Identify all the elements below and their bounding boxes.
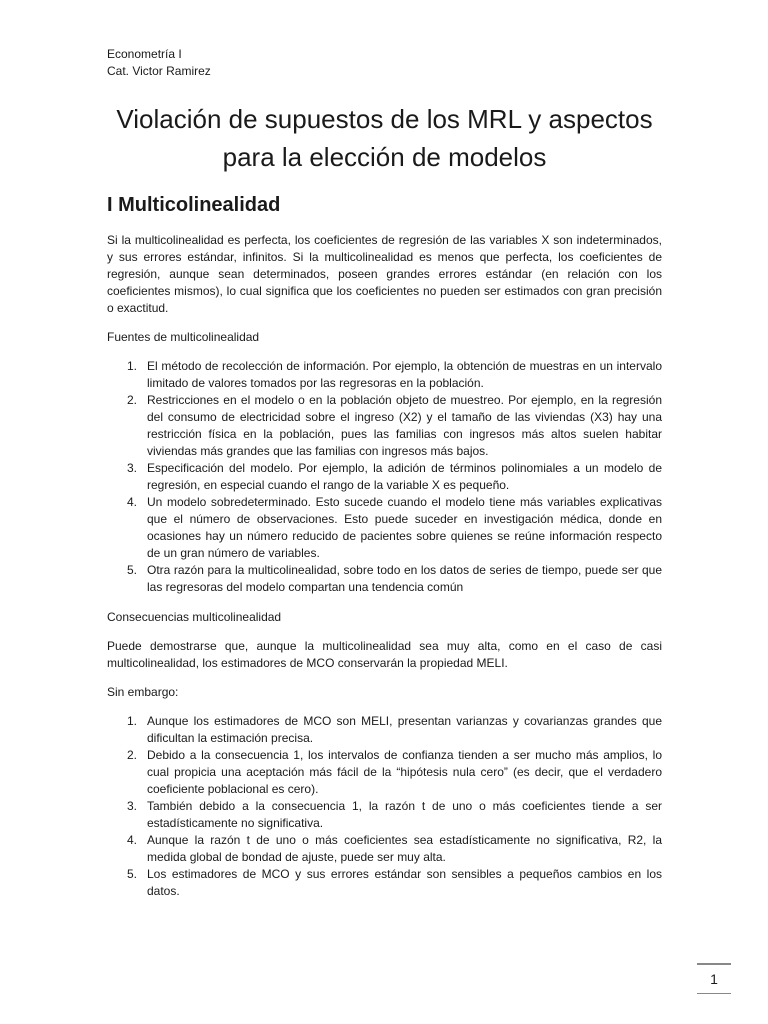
- list-item: [107, 713, 662, 747]
- list-item-text: Restricciones en el modelo o en la población objeto de muestreo. Por ejemplo, en la regresión del consumo de electricidad sobre el ingreso (X2) y el tamaño de las viviendas (X3) hay una restricción física en la población, pues las familias con ingresos más altos suelen habitar viviendas más grandes que las familias con ingresos más bajos.: [147, 393, 662, 458]
- page-content: [107, 46, 662, 913]
- list-item-text: También debido a la consecuencia 1, la razón t de uno o más coeficientes tiende a ser estadísticamente no significativa.: [147, 799, 662, 830]
- section-heading-multicolinealidad: I Multicolinealidad: [107, 194, 281, 216]
- page-number: 1: [697, 963, 731, 994]
- sources-list: [107, 358, 662, 596]
- list-item-text: Aunque la razón t de uno o más coeficientes sea estadísticamente no significativa, R2, la medida global de bondad de ajuste, puede ser muy alta.: [147, 833, 662, 864]
- list-item: [107, 494, 662, 562]
- title-line-1: Violación de supuestos de los MRL y aspectos: [116, 104, 653, 134]
- list-item-text: Especificación del modelo. Por ejemplo, la adición de términos polinomiales a un modelo de regresión, en especial cuando el rango de la variable X es pequeño.: [147, 461, 662, 492]
- list-number: 4.: [127, 833, 138, 847]
- list-item-text: Aunque los estimadores de MCO son MELI, presentan varianzas y covarianzas grandes que dificultan la estimación precisa.: [147, 714, 662, 745]
- list-item-text: Otra razón para la multicolinealidad, sobre todo en los datos de series de tiempo, puede ser que las regresoras del modelo compartan una tendencia común: [147, 563, 662, 594]
- consequences-list: [107, 713, 662, 900]
- list-number: 2.: [127, 748, 138, 762]
- list-item: [107, 866, 662, 900]
- consequences-heading: Consecuencias multicolinealidad: [107, 610, 282, 624]
- however-label: Sin embargo:: [107, 685, 179, 699]
- list-item: [107, 747, 662, 798]
- consequences-intro-paragraph: Puede demostrarse que, aunque la multicolinealidad sea muy alta, como en el caso de casi multicolinealidad, los estimadores de MCO conservarán la propiedad MELI.: [107, 639, 662, 670]
- sources-heading: Fuentes de multicolinealidad: [107, 330, 260, 344]
- list-number: 3.: [127, 461, 138, 475]
- list-number: 5.: [127, 867, 138, 881]
- list-number: 1.: [127, 359, 138, 373]
- list-item-text: Un modelo sobredeterminado. Esto sucede cuando el modelo tiene más variables explicativas que el número de observaciones. Esto puede suceder en investigación médica, donde en ocasiones hay un número reducido de pacientes sobre quienes se reúne información respecto de un gran número de variables.: [147, 495, 662, 560]
- author-name: Cat. Victor Ramirez: [107, 64, 211, 78]
- list-number: 3.: [127, 799, 138, 813]
- list-number: 5.: [127, 563, 138, 577]
- list-item-text: El método de recolección de información. Por ejemplo, la obtención de muestras en un intervalo limitado de valores tomados por las regresoras en la población.: [147, 359, 662, 390]
- list-item: [107, 832, 662, 866]
- list-item: [107, 460, 662, 494]
- list-item: [107, 358, 662, 392]
- list-item: [107, 798, 662, 832]
- list-number: 4.: [127, 495, 138, 509]
- list-number: 1.: [127, 714, 138, 728]
- list-item-text: Debido a la consecuencia 1, los intervalos de confianza tienden a ser mucho más amplios, lo cual propicia una aceptación más fácil de la “hipótesis nula cero” (es decir, que el verdadero coeficiente poblacional es cero).: [147, 748, 662, 796]
- list-item-text: Los estimadores de MCO y sus errores estándar son sensibles a pequeños cambios en los datos.: [147, 867, 662, 898]
- list-item: [107, 392, 662, 460]
- document-title: [87, 100, 682, 176]
- intro-paragraph: Si la multicolinealidad es perfecta, los coeficientes de regresión de las variables X son indeterminados, y sus errores estándar, infinitos. Si la multicolinealidad es menos que perfecta, los coeficientes de regresión, aunque sean determinados, poseen grandes errores estándar (en relación con los coeficientes mismos), lo cual significa que los coeficientes no pueden ser estimados con gran precisión o exactitud.: [107, 233, 662, 315]
- title-line-2: para la elección de modelos: [222, 142, 547, 172]
- course-name: Econometría I: [107, 47, 182, 61]
- list-number: 2.: [127, 393, 138, 407]
- list-item: [107, 562, 662, 596]
